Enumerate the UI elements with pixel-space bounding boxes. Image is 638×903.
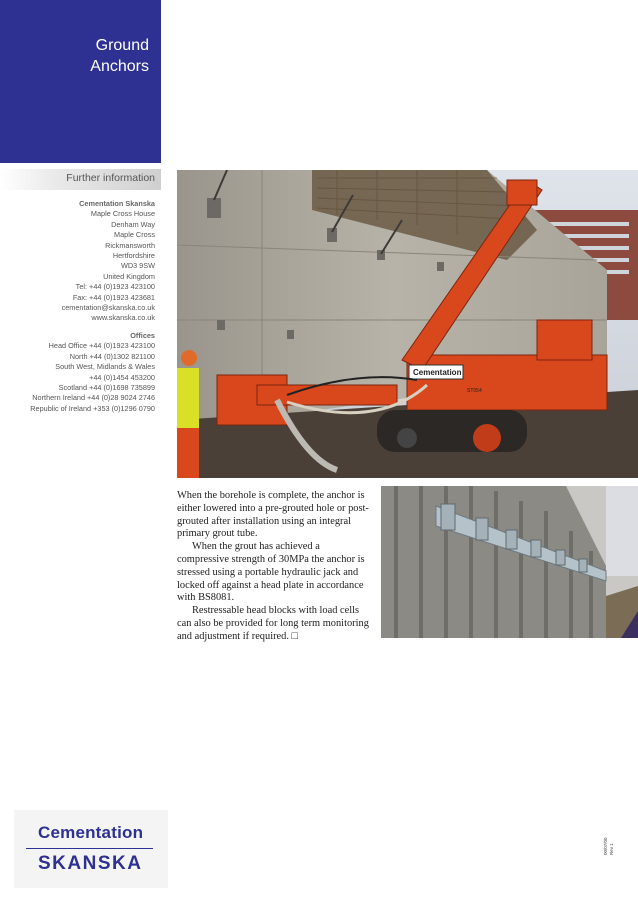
page-title-line2: Anchors bbox=[90, 58, 149, 75]
paragraph: When the grout has achieved a compressive strength of 30MPa the anchor is stressed using a portable hydraulic jack and locked off against a head plate in accordance with BS8081. bbox=[177, 541, 365, 604]
address-line: Maple Cross House bbox=[90, 209, 155, 219]
website-link[interactable]: www.skanska.co.uk bbox=[91, 313, 155, 323]
rig-label: Cementation bbox=[413, 368, 462, 377]
title-block bbox=[0, 0, 161, 163]
office-line: South West, Midlands & Wales bbox=[55, 362, 155, 372]
skanska-logo-text: SKANSKA bbox=[38, 853, 143, 874]
address-line: WD3 9SW bbox=[120, 261, 155, 271]
cementation-logo-text: Cementation bbox=[38, 823, 144, 842]
logo-divider bbox=[26, 848, 153, 849]
doc-ref-revision: Rev 1 bbox=[608, 843, 614, 855]
address-line: Maple Cross bbox=[114, 230, 155, 240]
offices-block bbox=[0, 331, 155, 414]
doc-ref-date: 00/07/00 bbox=[603, 837, 608, 855]
body-text bbox=[177, 490, 373, 644]
office-line: +44 (0)1454 453200 bbox=[89, 372, 155, 382]
document-reference bbox=[603, 837, 614, 855]
section-title: Further information bbox=[66, 172, 155, 184]
office-line: North +44 (0)1302 821100 bbox=[69, 351, 155, 361]
company-name: Cementation Skanska bbox=[79, 199, 155, 208]
contact-block bbox=[0, 199, 155, 303]
offices-title: Offices bbox=[130, 331, 155, 340]
office-line: Head Office +44 (0)1923 423100 bbox=[48, 341, 155, 351]
email-link[interactable]: cementation@skanska.co.uk bbox=[61, 303, 155, 312]
further-information-heading bbox=[0, 169, 161, 190]
address-line: United Kingdom bbox=[103, 271, 155, 281]
telephone: Tel: +44 (0)1923 423100 bbox=[75, 282, 155, 292]
web-contact-block bbox=[0, 303, 155, 324]
paragraph: When the borehole is complete, the anchor is either lowered into a pre-grouted hole or post-grouted after installation using an integral primary grout tube. bbox=[177, 490, 369, 540]
page-title-line1: Ground bbox=[95, 37, 149, 54]
paragraph: Restressable head blocks with load cells can also be provided for long term monitoring and adjustment if required. □ bbox=[177, 605, 369, 642]
rig-number: ST054 bbox=[467, 388, 482, 394]
address-line: Rickmansworth bbox=[105, 240, 155, 250]
sheet-pile-wall-photo bbox=[381, 486, 638, 638]
logo-background bbox=[14, 810, 168, 888]
sheet-pile-illustration bbox=[381, 486, 638, 638]
fax: Fax: +44 (0)1923 423681 bbox=[72, 292, 155, 302]
office-line: Northern Ireland +44 (0)28 9024 2746 bbox=[32, 393, 155, 403]
office-line: Scotland +44 (0)1698 735899 bbox=[58, 383, 155, 393]
office-line: Republic of Ireland +353 (0)1296 0790 bbox=[30, 403, 155, 413]
drilling-rig-illustration bbox=[177, 170, 638, 478]
address-line: Denham Way bbox=[111, 219, 155, 229]
address-line: Hertfordshire bbox=[112, 251, 155, 261]
drilling-rig-photo bbox=[177, 170, 638, 478]
